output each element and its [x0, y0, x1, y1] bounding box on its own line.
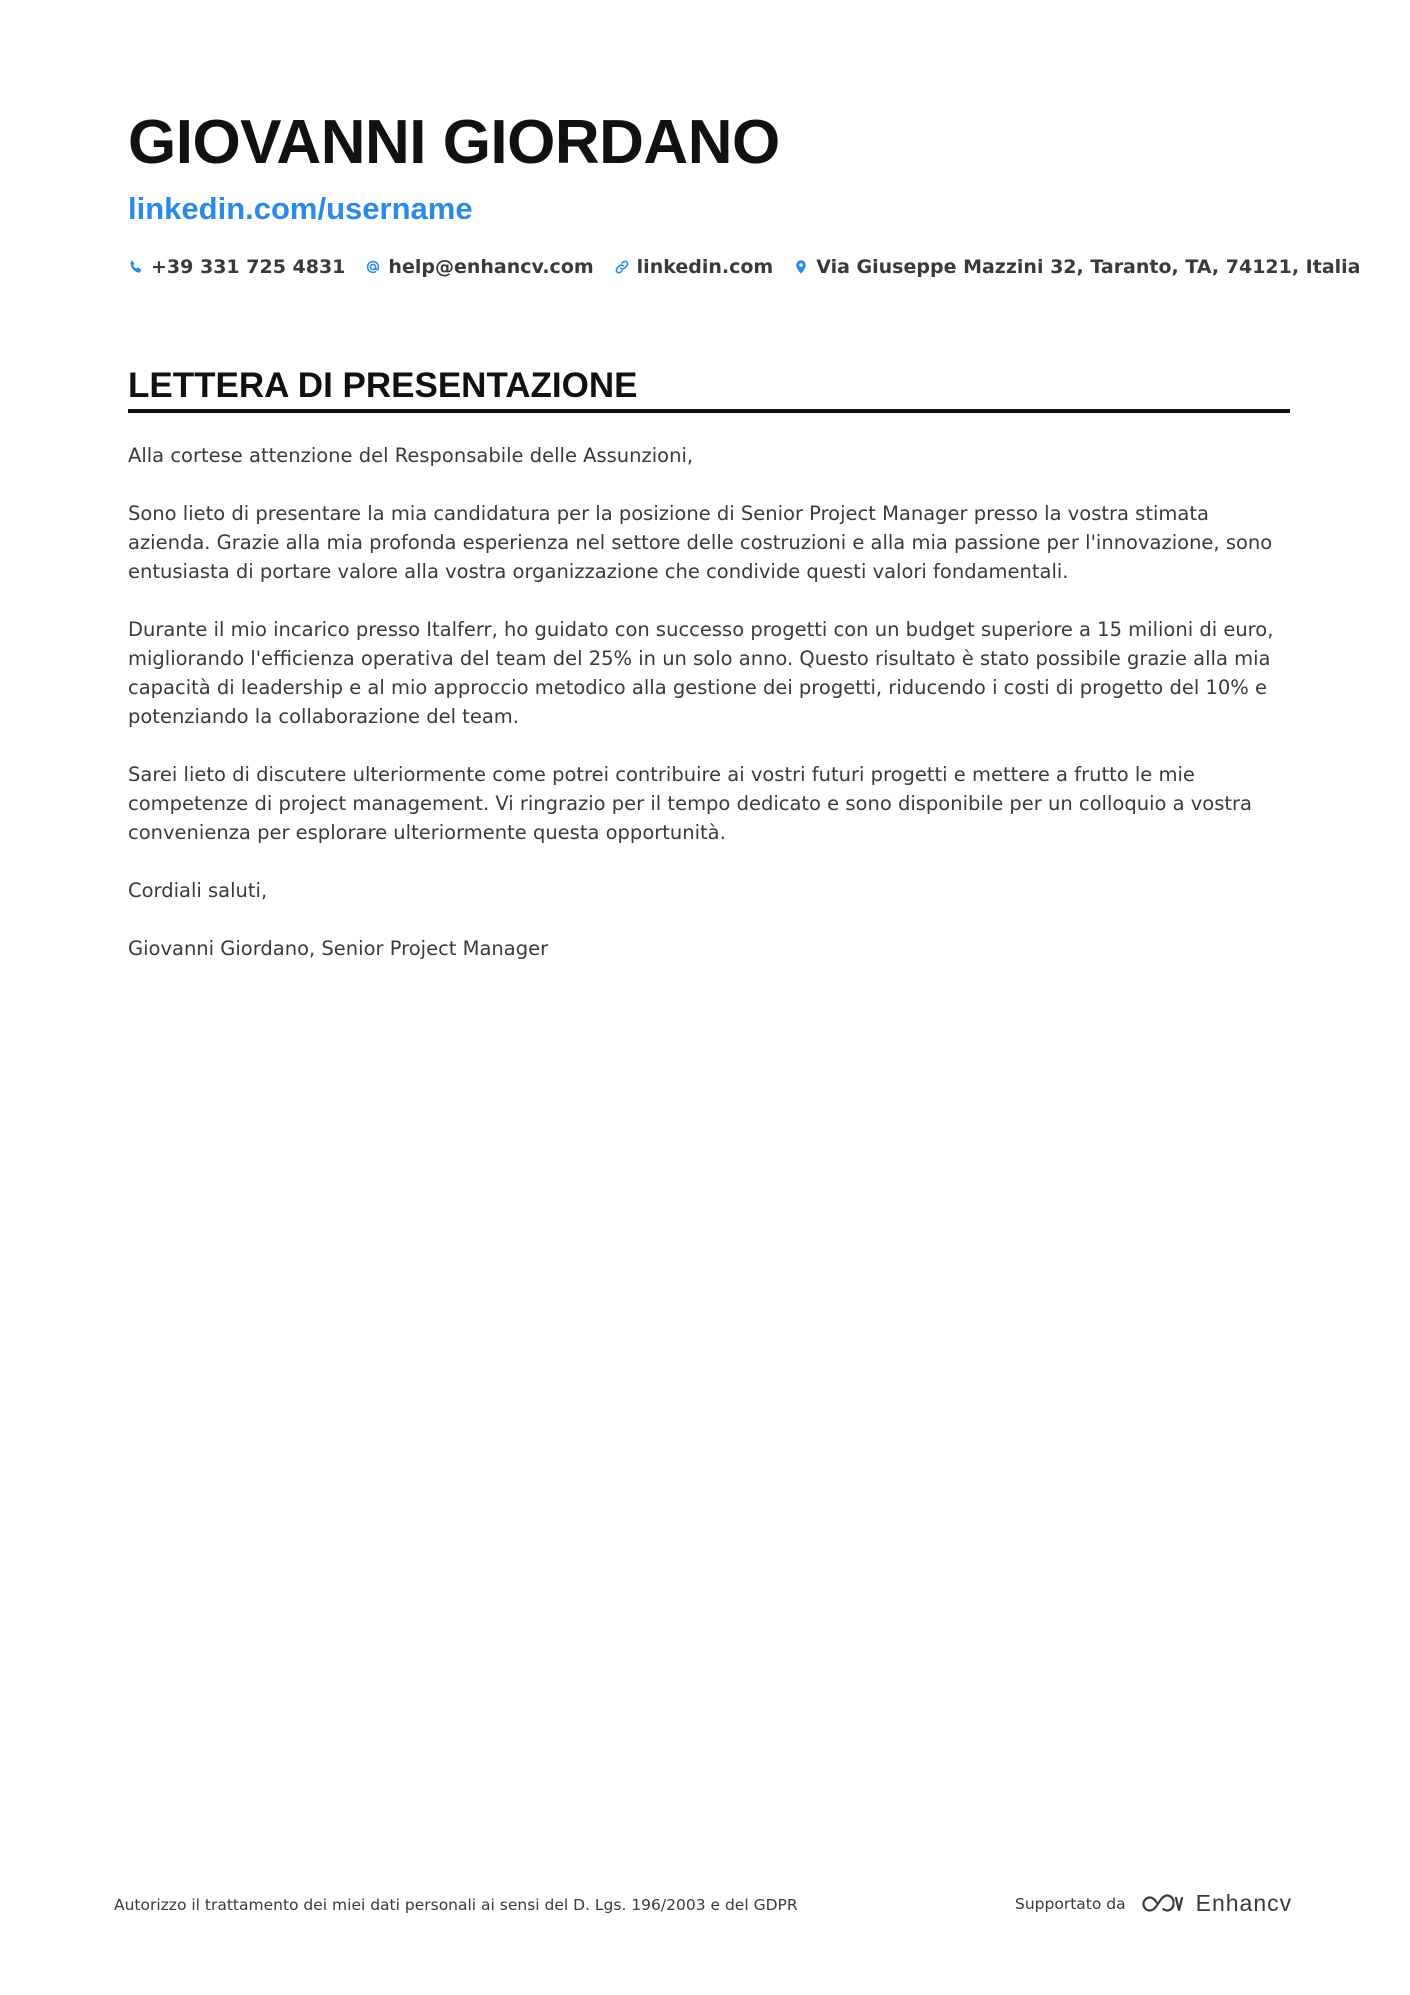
section-divider [128, 409, 1290, 413]
powered-by[interactable] [1015, 1890, 1292, 1917]
contact-link[interactable] [614, 256, 774, 278]
section-title: LETTERA DI PRESENTAZIONE [128, 366, 638, 405]
letter-paragraph-1: Sono lieto di presentare la mia candidatura per la posizione di Senior Project Manager presso la vostra stimata azienda. Grazie alla mia profonda esperienza nel settore delle costruzioni e alla mia passione per l'innovazione, sono entusiasta di portare valore alla vostra organizzazione che condivide questi valori fondamentali. [128, 502, 1273, 583]
contact-phone[interactable] [128, 256, 345, 278]
letter-paragraph-3: Sarei lieto di discutere ulteriormente come potrei contribuire ai vostri futuri progetti e mettere a frutto le mie competenze di project management. Vi ringrazio per il tempo dedicato e sono disponibile per un colloquio a vostra convenienza per esplorare ulteriormente questa opportunità. [128, 763, 1253, 844]
subtitle-link[interactable]: linkedin.com/username [128, 191, 473, 226]
contact-phone-text: +39 331 725 4831 [151, 256, 346, 278]
enhancv-brand-text: Enhancv [1195, 1890, 1293, 1916]
powered-by-label: Supportato da [1015, 1894, 1126, 1913]
contact-email[interactable] [365, 256, 593, 278]
privacy-consent-note: Autorizzo il trattamento dei miei dati personali ai sensi del D. Lgs. 196/2003 e del GDPR [114, 1896, 798, 1914]
contact-link-text: linkedin.com [636, 256, 774, 278]
contact-bar [128, 256, 1361, 278]
letter-signature: Giovanni Giordano, Senior Project Manager [128, 937, 549, 960]
phone-icon [128, 259, 144, 275]
link-icon [614, 259, 630, 275]
contact-address-text: Via Giuseppe Mazzini 32, Taranto, TA, 74121, Italia [816, 256, 1361, 278]
letter-closing: Cordiali saluti, [128, 879, 268, 902]
letter-paragraph-2: Durante il mio incarico presso Italferr, ho guidato con successo progetti con un budget superiore a 15 milioni di euro, migliorando l'efficienza operativa del team del 25% in un solo anno. Questo risultato è stato possibile grazie alla mia capacità di leadership e al mio approccio metodico alla gestione dei progetti, riducendo i costi di progetto del 10% e potenziando la collaborazione del team. [128, 618, 1274, 728]
contact-email-text: help@enhancv.com [388, 256, 594, 278]
candidate-name: GIOVANNI GIORDANO [128, 108, 780, 177]
subtitle [128, 193, 473, 224]
at-icon [365, 259, 381, 275]
letter-body [128, 441, 1290, 992]
enhancv-logo-icon [1138, 1892, 1184, 1916]
letter-greeting: Alla cortese attenzione del Responsabile delle Assunzioni, [128, 444, 694, 467]
contact-address [793, 256, 1360, 278]
location-pin-icon [793, 259, 809, 275]
